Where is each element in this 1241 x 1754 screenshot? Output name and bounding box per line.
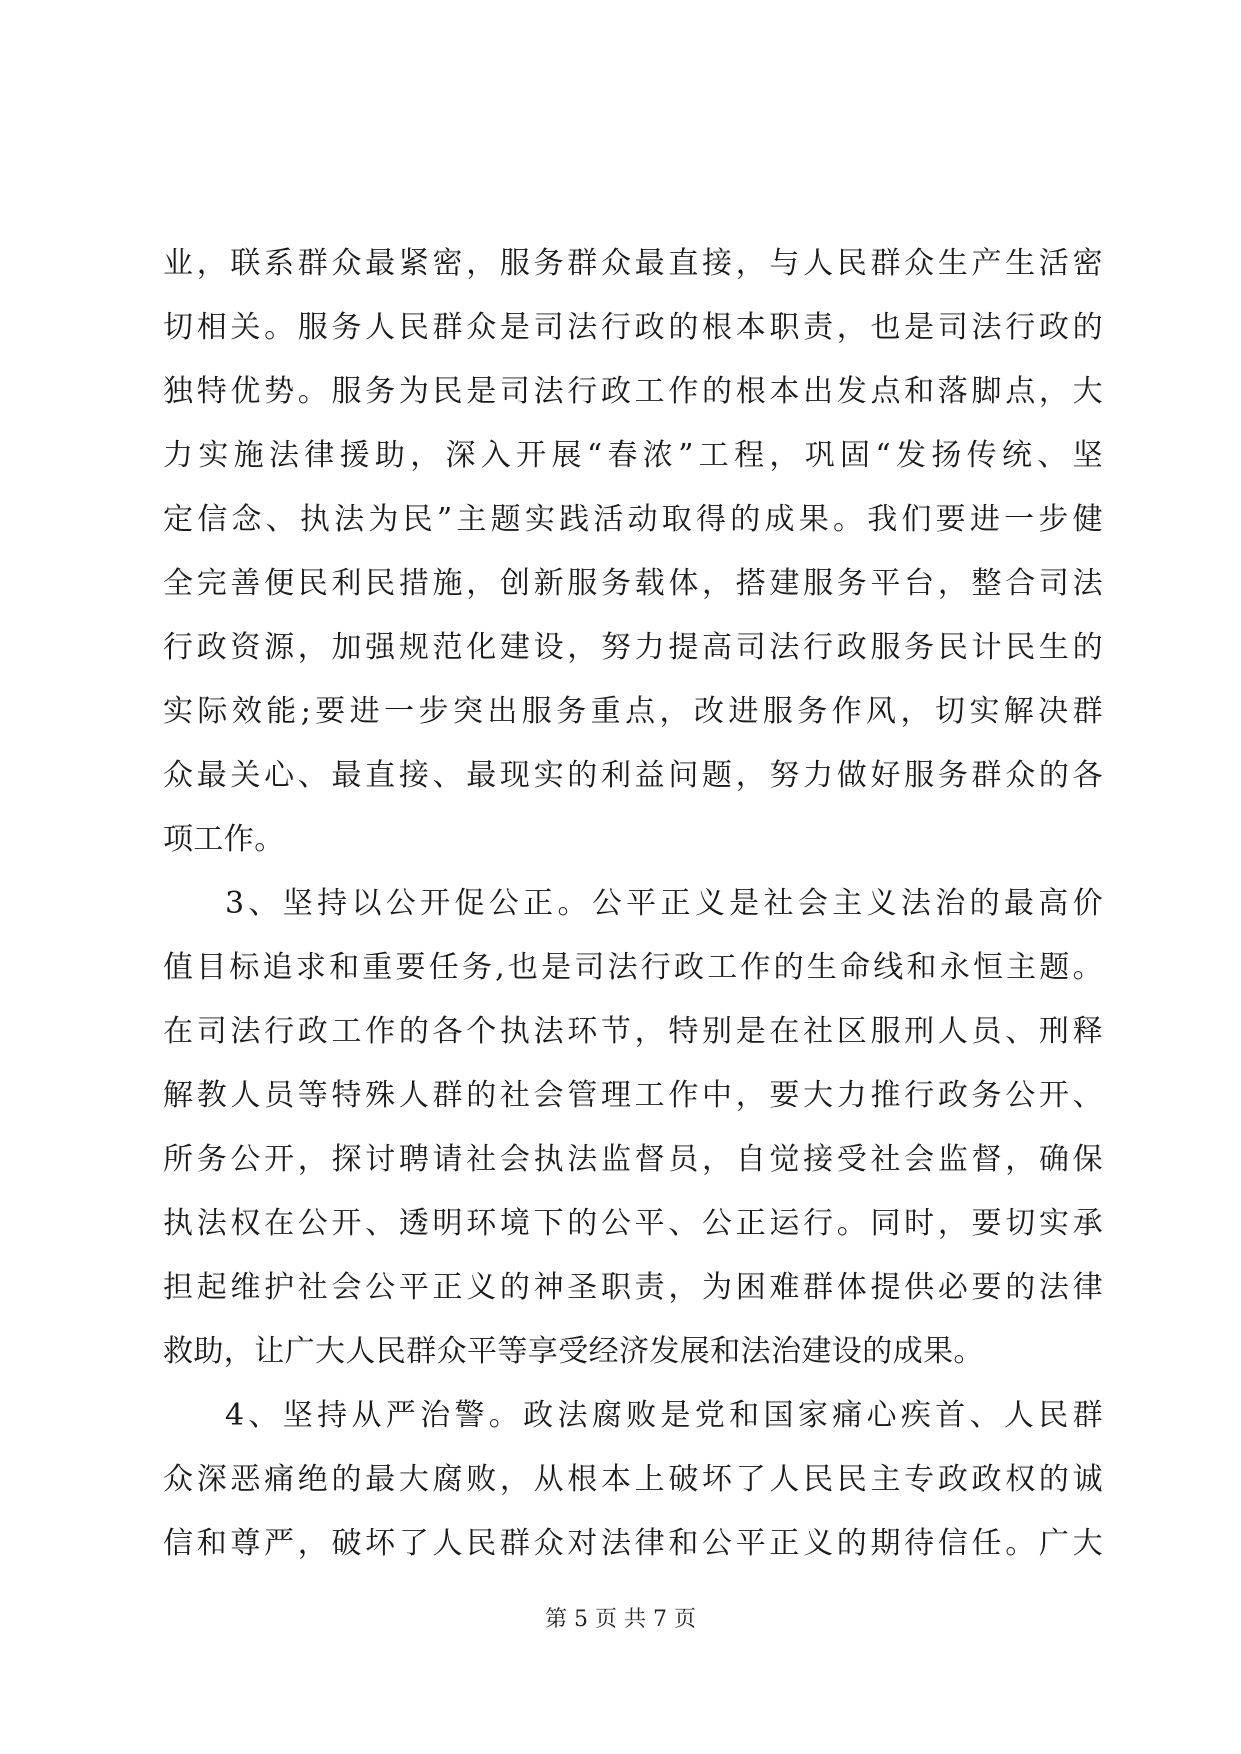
page-number-footer: 第 5 页 共 7 页	[545, 1607, 696, 1632]
text-line: 独特优势。服务为民是司法行政工作的根本出发点和落脚点，大	[163, 374, 1103, 409]
text-line: 所务公开，探讨聘请社会执法监督员，自觉接受社会监督，确保	[163, 1142, 1103, 1177]
text-line: 切相关。服务人民群众是司法行政的根本职责，也是司法行政的	[163, 310, 1103, 345]
text-line: 力实施法律援助，深入开展“春浓”工程，巩固“发扬传统、坚	[163, 438, 1103, 473]
text-line: 信和尊严，破坏了人民群众对法律和公平正义的期待信任。广大	[163, 1526, 1103, 1561]
text-line: 项工作。	[163, 822, 285, 857]
text-line: 4、坚持从严治警。政法腐败是党和国家痛心疾首、人民群	[225, 1398, 1103, 1433]
text-line: 在司法行政工作的各个执法环节，特别是在社区服刑人员、刑释	[163, 1014, 1103, 1049]
text-line: 众最关心、最直接、最现实的利益问题，努力做好服务群众的各	[163, 758, 1103, 793]
paragraph-item-3	[163, 872, 1103, 1384]
text-line: 实际效能;要进一步突出服务重点，改进服务作风，切实解决群	[163, 694, 1103, 729]
paragraph-item-4	[163, 1384, 1103, 1576]
text-line: 行政资源，加强规范化建设，努力提高司法行政服务民计民生的	[163, 630, 1103, 665]
text-line: 解教人员等特殊人群的社会管理工作中，要大力推行政务公开、	[163, 1078, 1103, 1113]
text-line: 全完善便民利民措施，创新服务载体，搭建服务平台，整合司法	[163, 566, 1103, 601]
text-line: 担起维护社会公平正义的神圣职责，为困难群体提供必要的法律	[163, 1270, 1103, 1305]
paragraph-continuation	[163, 232, 1103, 872]
text-line: 执法权在公开、透明环境下的公平、公正运行。同时，要切实承	[163, 1206, 1103, 1241]
text-line: 3、坚持以公开促公正。公平正义是社会主义法治的最高价	[225, 886, 1103, 921]
body-text	[163, 232, 1103, 1576]
text-line: 值目标追求和重要任务,也是司法行政工作的生命线和永恒主题。	[163, 950, 1103, 985]
text-line: 众深恶痛绝的最大腐败，从根本上破坏了人民民主专政政权的诚	[163, 1462, 1103, 1497]
text-line: 业，联系群众最紧密，服务群众最直接，与人民群众生产生活密	[163, 246, 1103, 281]
text-line: 定信念、执法为民”主题实践活动取得的成果。我们要进一步健	[163, 502, 1103, 537]
text-line: 救助，让广大人民群众平等享受经济发展和法治建设的成果。	[163, 1334, 984, 1369]
